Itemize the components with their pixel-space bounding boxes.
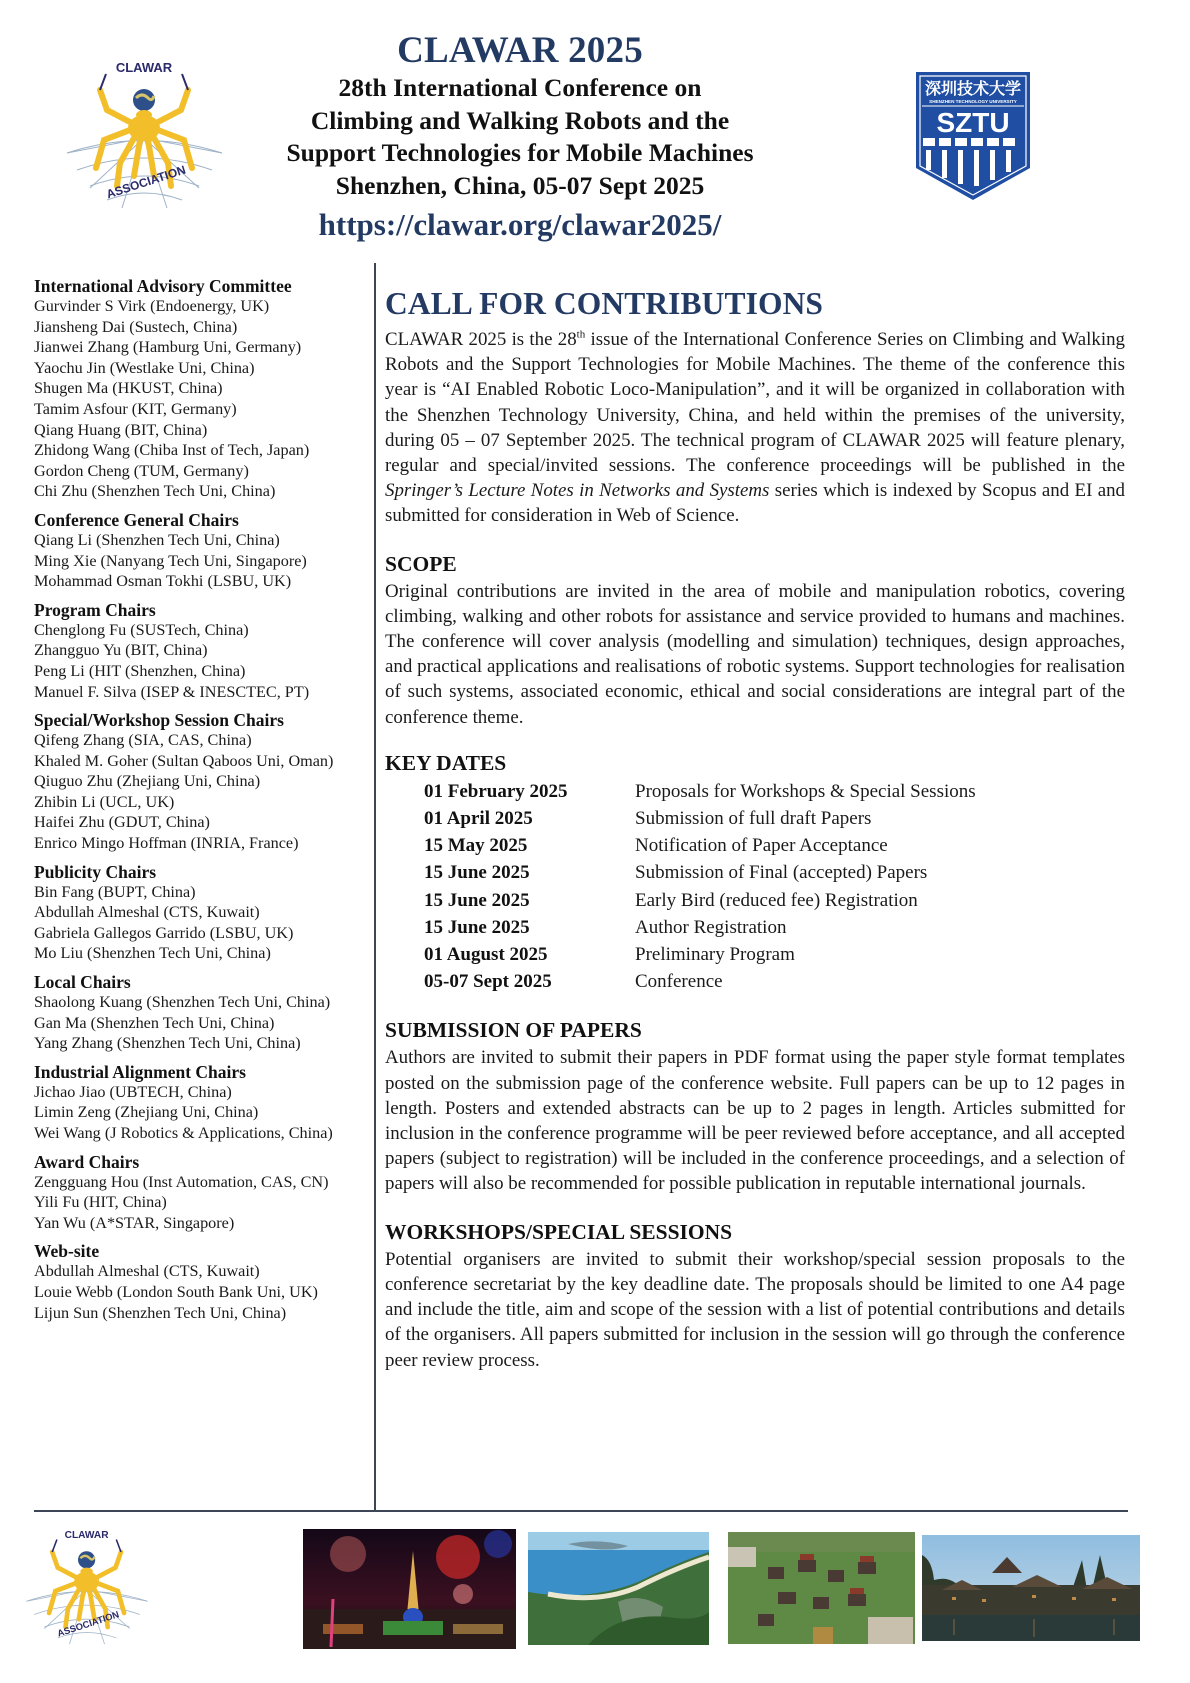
committee-member: Bin Fang (BUPT, China) <box>34 882 196 901</box>
key-dates-title: KEY DATES <box>385 750 507 775</box>
committee-member: Gan Ma (Shenzhen Tech Uni, China) <box>34 1013 275 1032</box>
committee-award-chairs <box>34 1152 374 1234</box>
key-date: 15 June 2025 <box>424 889 530 911</box>
intro-text-part: series which is indexed by Scopus and EI and submitted for consideration in Web of Science. <box>385 480 1125 527</box>
committee-title: International Advisory Committee <box>34 276 292 296</box>
ordinal-superscript: th <box>576 328 586 341</box>
committee-member: Qiuguo Zhu (Zhejiang Uni, China) <box>34 772 261 791</box>
committee-member: Yan Wu (A*STAR, Singapore) <box>34 1213 235 1232</box>
committee-title: Local Chairs <box>34 972 131 993</box>
committee-member: Louie Webb (London South Bank Uni, UK) <box>34 1282 318 1301</box>
committee-member: Mo Liu (Shenzhen Tech Uni, China) <box>34 944 271 963</box>
clawar-spider-robot-icon <box>62 58 227 218</box>
submission-text: Authors are invited to submit their papers in PDF format using the paper style format templates posted on the submission page of the conference website. Full papers can be up to 12 pages in length. Posters and extended abstracts can be up to 2 pages in length. Articles submitted for inclusion in the conference programme will be peer reviewed before acceptance, and all accepted papers (subject to registration) will be included in the conference proceedings, and a selection of papers will also be recommended for possible publication in reputable international journals. <box>385 1047 1125 1195</box>
committee-member: Mohammad Osman Tokhi (LSBU, UK) <box>34 572 292 591</box>
key-date-event: Submission of Final (accepted) Papers <box>635 862 928 884</box>
committee-title: Special/Workshop Session Chairs <box>34 710 284 731</box>
sztu-shield-icon <box>914 70 1032 202</box>
workshops-section <box>385 1219 1125 1373</box>
key-dates-table <box>385 778 1125 996</box>
svg-text:SHENZHEN TECHNOLOGY UNIVERSITY: SHENZHEN TECHNOLOGY UNIVERSITY <box>929 99 1017 104</box>
key-date: 15 June 2025 <box>424 862 530 884</box>
committee-general-chairs <box>34 510 374 592</box>
poster-header <box>0 0 1190 250</box>
committee-member: Qiang Li (Shenzhen Tech Uni, China) <box>34 530 280 549</box>
committee-member: Wei Wang (J Robotics & Applications, China) <box>34 1124 333 1142</box>
clawar-association-logo <box>62 58 227 218</box>
committee-member: Qifeng Zhang (SIA, CAS, China) <box>34 731 252 750</box>
main-content-column <box>385 285 1125 1389</box>
committee-member: Abdullah Almeshal (CTS, Kuwait) <box>34 903 260 922</box>
committee-member: Zhibin Li (UCL, UK) <box>34 792 175 811</box>
key-date: 05-07 Sept 2025 <box>424 971 552 993</box>
committee-member: Chi Zhu (Shenzhen Tech Uni, China) <box>34 482 276 501</box>
key-date-row <box>385 914 1125 941</box>
committee-international-advisory <box>34 276 374 502</box>
photo-fireworks-city <box>303 1529 516 1649</box>
conference-title: CLAWAR 2025 <box>397 30 643 71</box>
key-date: 01 April 2025 <box>424 808 533 830</box>
committee-member: Peng Li (HIT (Shenzhen, China) <box>34 661 246 680</box>
svg-text:ASSOCIATION: ASSOCIATION <box>56 1609 121 1639</box>
conference-title-block <box>220 30 820 246</box>
workshops-title: WORKSHOPS/SPECIAL SESSIONS <box>385 1219 733 1244</box>
svg-text:CLAWAR: CLAWAR <box>115 60 173 75</box>
photo-traditional-village <box>728 1532 915 1644</box>
committee-member: Yang Zhang (Shenzhen Tech Uni, China) <box>34 1034 301 1053</box>
call-for-contributions-section <box>385 285 1125 529</box>
key-date-event: Author Registration <box>635 916 787 938</box>
conference-location-dates: Shenzhen, China, 05-07 Sept 2025 <box>335 170 705 200</box>
conference-website-link[interactable]: https://clawar.org/clawar2025/ <box>318 207 722 242</box>
key-date-row <box>385 941 1125 968</box>
scope-text: Original contributions are invited in the area of mobile and manipulation robotics, covering climbing, walking and other robots for assistance and service provided to humans and machines. The conference will cover analysis (modelling and simulation) techniques, design approaches, and practical applications and realisations of robotic systems. Support technologies for realisation of such systems, associated economic, ethical and social considerations are integral part of the conference theme. <box>385 580 1125 728</box>
committee-member: Gurvinder S Virk (Endoenergy, UK) <box>34 297 270 315</box>
workshops-text: Potential organisers are invited to submit their workshop/special session proposals to the conference secretariat by the key deadline date. The proposals should be limited to one A4 page and include the title, aim and scope of the session with a list of potential contributions and details of the organisers. All papers submitted for inclusion in the session will go through the conference peer review process. <box>385 1248 1125 1371</box>
committee-publicity-chairs <box>34 862 374 964</box>
key-date: 01 February 2025 <box>424 780 568 802</box>
committee-program-chairs <box>34 600 374 702</box>
committee-member: Khaled M. Goher (Sultan Qaboos Uni, Oman) <box>34 751 334 770</box>
committee-local-chairs <box>34 972 374 1054</box>
coastline-image <box>528 1532 709 1645</box>
conference-subtitle-line-1: 28th International Conference on <box>338 73 702 102</box>
key-date: 15 May 2025 <box>424 835 528 857</box>
committee-member: Jianwei Zhang (Hamburg Uni, Germany) <box>34 338 302 357</box>
key-date: 01 August 2025 <box>424 944 548 966</box>
committee-member: Shaolong Kuang (Shenzhen Tech Uni, China) <box>34 993 331 1012</box>
committee-member: Shugen Ma (HKUST, China) <box>34 379 223 398</box>
committee-member: Haifei Zhu (GDUT, China) <box>34 813 210 832</box>
key-date-event: Early Bird (reduced fee) Registration <box>635 889 918 911</box>
key-dates-section <box>385 750 1125 996</box>
call-for-contributions-text <box>385 327 1125 529</box>
committee-member: Zhidong Wang (Chiba Inst of Tech, Japan) <box>34 441 310 460</box>
intro-text-part: CLAWAR 2025 is the 28 <box>385 329 577 350</box>
committee-member: Yili Fu (HIT, China) <box>34 1193 167 1212</box>
key-date-row <box>385 778 1125 805</box>
village-image <box>728 1532 915 1644</box>
photo-coastline <box>528 1532 709 1645</box>
committee-member: Jichao Jiao (UBTECH, China) <box>34 1082 232 1101</box>
committee-member: Zengguang Hou (Inst Automation, CAS, CN) <box>34 1172 329 1191</box>
committee-industrial-alignment-chairs <box>34 1062 374 1144</box>
submission-section <box>385 1017 1125 1196</box>
committee-member: Gordon Cheng (TUM, Germany) <box>34 461 249 480</box>
committee-title: Program Chairs <box>34 599 156 620</box>
fireworks-city-image <box>303 1529 516 1649</box>
key-date-row <box>385 887 1125 914</box>
footer-divider-horizontal <box>34 1510 1128 1512</box>
key-date-row <box>385 832 1125 859</box>
committee-member: Ming Xie (Nanyang Tech Uni, Singapore) <box>34 551 307 570</box>
committee-title: Award Chairs <box>34 1151 140 1172</box>
submission-title: SUBMISSION OF PAPERS <box>385 1018 642 1043</box>
conference-subtitle-line-3: Support Technologies for Mobile Machines <box>286 138 754 167</box>
column-divider-vertical <box>374 263 376 1512</box>
conference-subtitle-line-2: Climbing and Walking Robots and the <box>310 105 730 135</box>
svg-text:ASSOCIATION: ASSOCIATION <box>104 162 188 202</box>
committee-title: Web-site <box>34 1241 100 1262</box>
key-date-row <box>385 859 1125 886</box>
key-date: 15 June 2025 <box>424 916 530 938</box>
sztu-university-logo <box>914 70 1032 202</box>
committee-member: Chenglong Fu (SUSTech, China) <box>34 620 249 639</box>
key-date-event: Proposals for Workshops & Special Sessions <box>635 780 976 802</box>
committee-member: Gabriela Gallegos Garrido (LSBU, UK) <box>34 923 294 942</box>
committee-member: Abdullah Almeshal (CTS, Kuwait) <box>34 1262 260 1281</box>
committee-website <box>34 1241 374 1323</box>
committee-member: Enrico Mingo Hoffman (INRIA, France) <box>34 834 299 853</box>
committee-member: Limin Zeng (Zhejiang Uni, China) <box>34 1103 259 1122</box>
committee-member: Tamim Asfour (KIT, Germany) <box>34 399 237 418</box>
svg-text:深圳技术大学: 深圳技术大学 <box>924 79 1022 98</box>
call-for-contributions-title: CALL FOR CONTRIBUTIONS <box>385 286 824 321</box>
committee-member: Qiang Huang (BIT, China) <box>34 420 208 439</box>
clawar-association-logo-footer <box>22 1527 152 1652</box>
key-date-event: Submission of full draft Papers <box>635 808 872 830</box>
key-date-row <box>385 968 1125 995</box>
committee-member: Manuel F. Silva (ISEP & INESCTEC, PT) <box>34 682 310 701</box>
committee-member: Lijun Sun (Shenzhen Tech Uni, China) <box>34 1303 287 1322</box>
committee-member: Jiansheng Dai (Sustech, China) <box>34 317 238 336</box>
committee-special-workshop-chairs <box>34 710 374 854</box>
committee-title: Publicity Chairs <box>34 861 157 882</box>
intro-text-part: issue of the International Conference Series on Climbing and Walking Robots and the Support Technologies for Mobile Machines. The theme of the conference this year is “AI Enabled Robotic Loco-Manipulation”, and it will be organized in collaboration with the Shenzhen Technology University, China, and held within the premises of the university, during 05 – 07 September 2025. The technical program of CLAWAR 2025 will feature plenary, regular and special/invited sessions. The conference proceedings will be published in the <box>385 329 1125 477</box>
committees-column <box>34 276 374 1331</box>
photo-lakeside-resort <box>922 1535 1140 1641</box>
key-date-row <box>385 805 1125 832</box>
committee-member: Yaochu Jin (Westlake Uni, China) <box>34 358 255 377</box>
proceedings-series-name: Springer’s Lecture Notes in Networks and Systems <box>385 480 770 502</box>
committee-member: Zhangguo Yu (BIT, China) <box>34 641 208 660</box>
clawar-spider-robot-icon <box>22 1527 152 1652</box>
scope-section <box>385 551 1125 730</box>
lakeside-resort-image <box>922 1535 1140 1641</box>
svg-text:SZTU: SZTU <box>936 107 1010 138</box>
committee-title: Industrial Alignment Chairs <box>34 1061 246 1082</box>
scope-title: SCOPE <box>385 551 457 576</box>
committee-title: Conference General Chairs <box>34 509 239 530</box>
svg-text:CLAWAR: CLAWAR <box>64 1529 109 1541</box>
key-date-event: Conference <box>635 971 723 993</box>
key-date-event: Preliminary Program <box>635 944 795 966</box>
key-date-event: Notification of Paper Acceptance <box>635 835 888 857</box>
